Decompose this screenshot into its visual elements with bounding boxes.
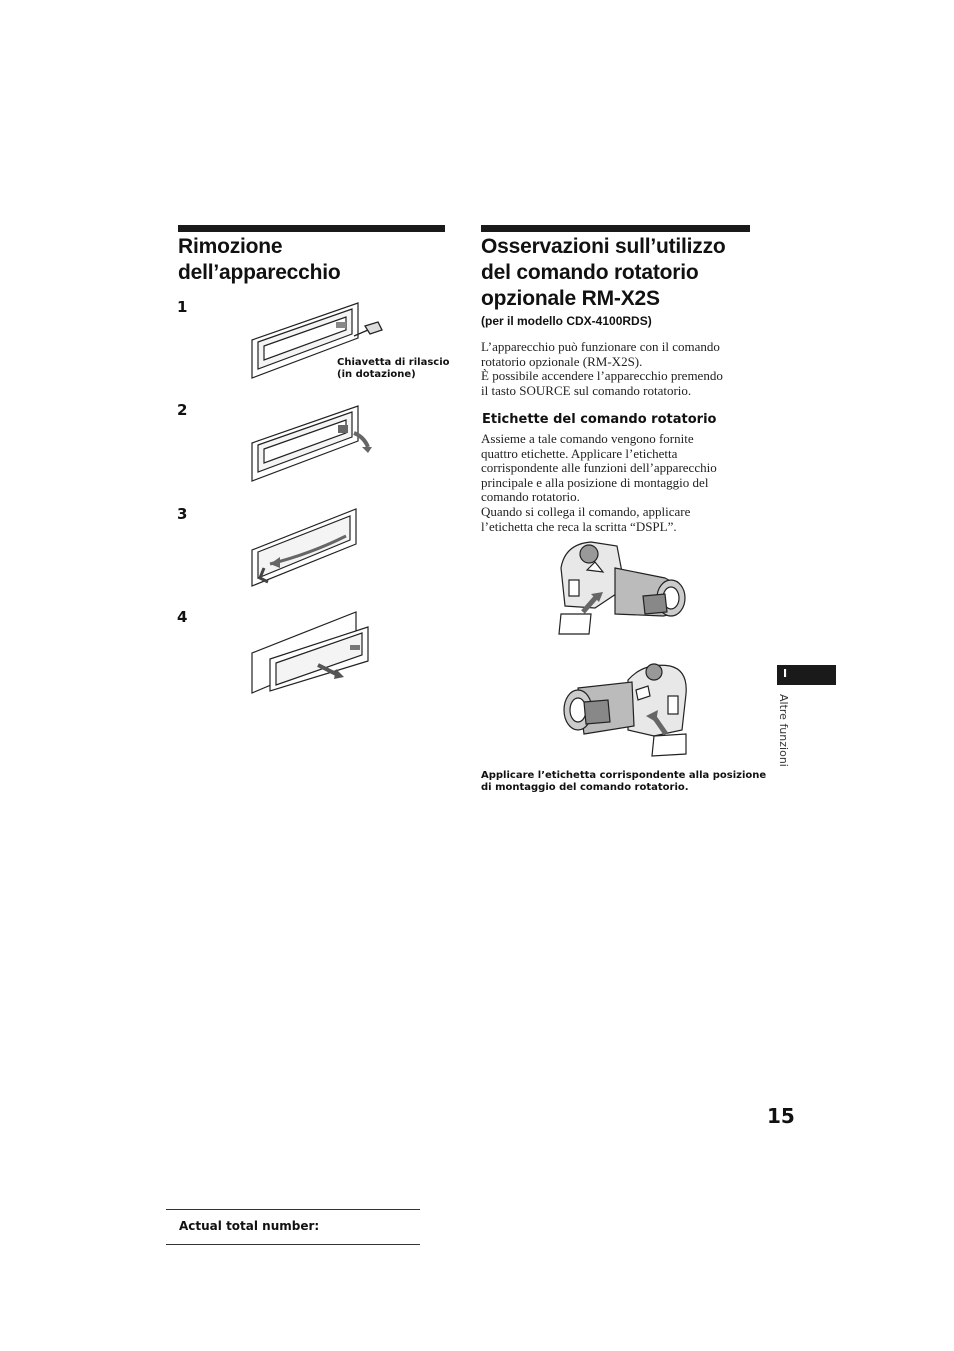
left-title-line-2: dell’apparecchio [178, 261, 341, 284]
step4-illustration [250, 609, 390, 699]
footer-bottom-rule [166, 1244, 420, 1245]
side-section-label: Altre funzioni [777, 694, 790, 767]
rotary-caption-line-1: Applicare l’etichetta corrispondente alla posizione [481, 770, 767, 781]
left-title-line-1: Rimozione [178, 235, 283, 258]
right-title-line-3: opzionale RM-X2S [481, 287, 660, 310]
step-number-1: 1 [177, 298, 188, 316]
labels-line-1: Assieme a tale comando vengono fornite [481, 431, 694, 446]
intro-line-4: il tasto SOURCE sul comando rotatorio. [481, 382, 692, 398]
model-subtitle: (per il modello CDX-4100RDS) [481, 314, 652, 328]
intro-paragraph [481, 340, 723, 398]
step-number-4: 4 [177, 608, 188, 626]
right-title-line-2: del comando rotatorio [481, 261, 699, 284]
rotary-figure-caption [481, 770, 766, 794]
labels-line-5: comando rotatorio. [481, 489, 580, 505]
rotary-commander-illustration-top [555, 538, 690, 638]
labels-paragraph [481, 432, 717, 534]
intro-line-2: rotatorio opzionale (RM-X2S). [481, 353, 643, 369]
right-title-line-1: Osservazioni sull’utilizzo [481, 235, 726, 258]
step1-caption-line-2: (in dotazione) [337, 369, 416, 380]
language-tab [777, 665, 836, 685]
labels-line-6: Quando si collega il comando, applicare [481, 503, 691, 519]
labels-line-7: l’etichetta che reca la scritta “DSPL”. [481, 518, 677, 534]
labels-line-3: corrispondente alle funzioni dell’apparecchio [481, 460, 717, 476]
labels-line-4: principale e alla posizione di montaggio del [481, 474, 709, 490]
intro-line-3: È possibile accendere l’apparecchio premendo [481, 368, 723, 384]
step-number-2: 2 [177, 401, 188, 419]
footer-label: Actual total number: [179, 1219, 320, 1233]
rotary-caption-line-2: di montaggio del comando rotatorio. [481, 782, 689, 793]
right-title-bar [481, 225, 750, 232]
step1-caption [337, 357, 450, 381]
left-section-title [178, 234, 341, 286]
page-number: 15 [767, 1104, 795, 1128]
right-section-title [481, 234, 726, 312]
footer-top-rule [166, 1209, 420, 1210]
labels-section-heading: Etichette del comando rotatorio [482, 412, 717, 427]
rotary-commander-illustration-bottom [558, 660, 693, 760]
step-number-3: 3 [177, 505, 188, 523]
left-title-bar [178, 225, 445, 232]
step1-caption-line-1: Chiavetta di rilascio [337, 357, 450, 368]
step2-illustration [250, 403, 390, 488]
intro-line-1: L’apparecchio può funzionare con il comando [481, 339, 720, 354]
labels-line-2: quattro etichette. Applicare l’etichetta [481, 445, 678, 461]
language-tab-letter: I [783, 667, 788, 680]
step3-illustration [250, 506, 390, 591]
